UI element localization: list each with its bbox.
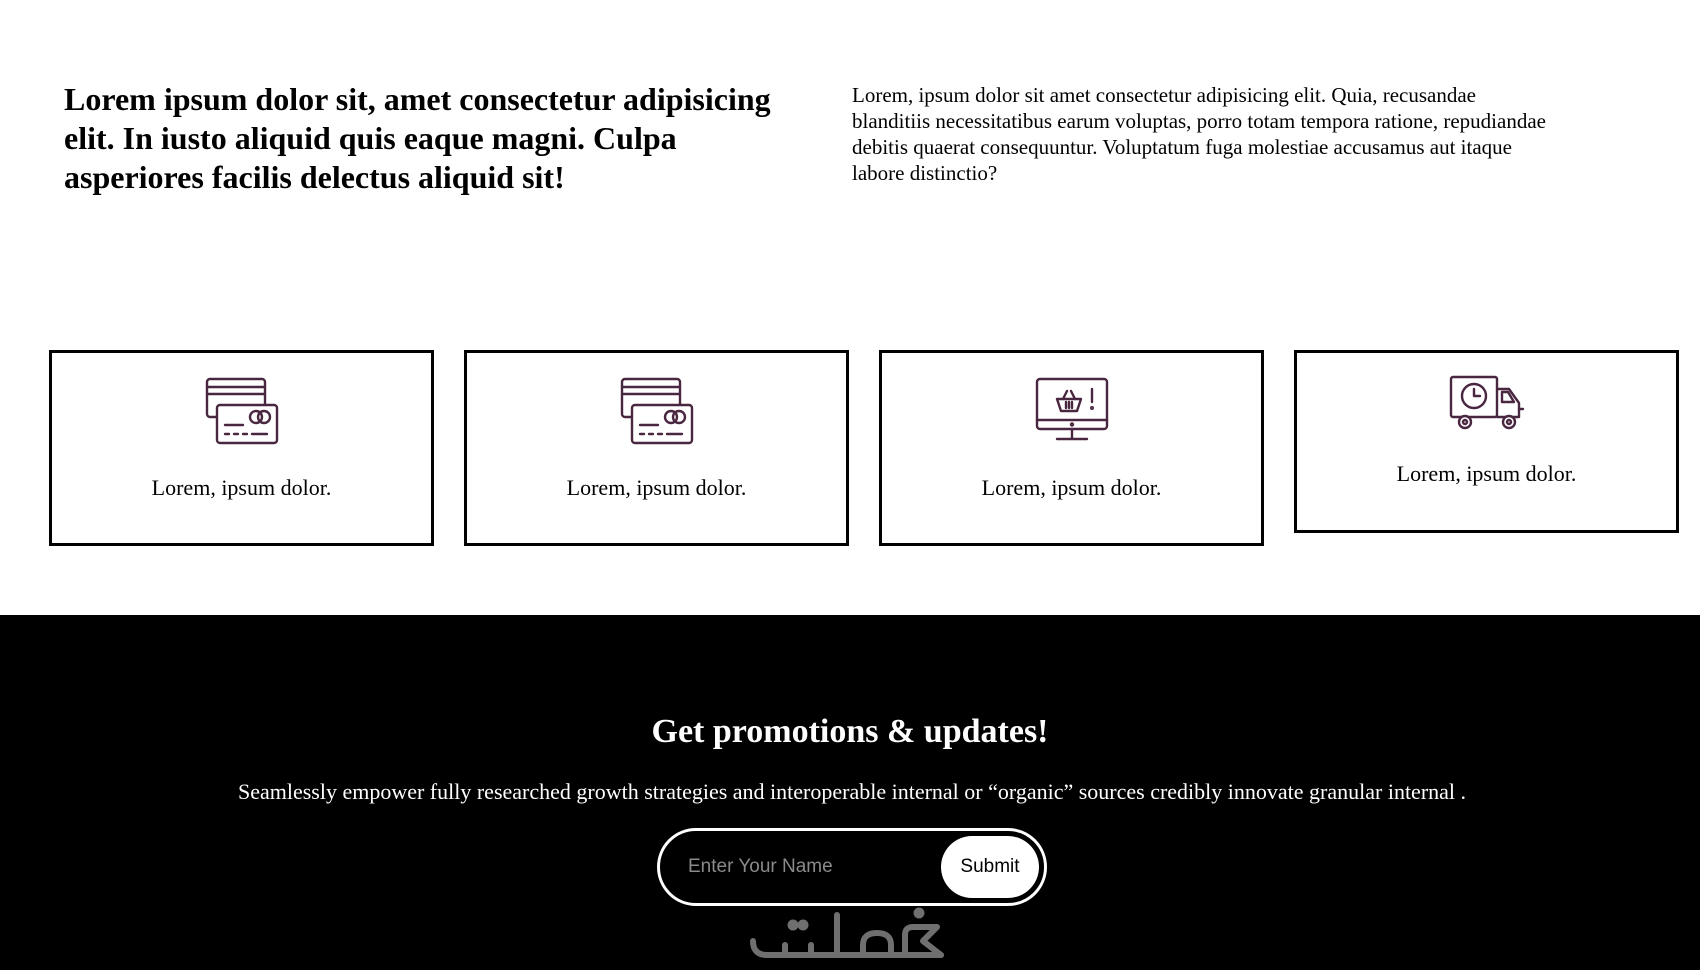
newsletter-description: Seamlessly empower fully researched growth strategies and interoperable internal or “organic” sources credibly innovate granular internal . — [237, 779, 1467, 804]
submit-button[interactable]: Submit — [941, 836, 1039, 898]
newsletter-section — [0, 615, 1700, 970]
feature-card — [464, 350, 849, 546]
feature-label: Lorem, ipsum dolor. — [1396, 461, 1577, 486]
feature-card — [1294, 350, 1679, 533]
intro-paragraph: Lorem, ipsum dolor sit amet consectetur adipisicing elit. Quia, recusandae blanditiis necessitatibus earum voluptas, porro totam tempora ratione, repudiandae debitis quaerat consequuntur. Voluptatum fuga molestiae accusamus aut itaque labore distinctio? — [852, 83, 1546, 185]
signup-form — [657, 828, 1047, 906]
features-section — [0, 350, 1700, 560]
feature-label: Lorem, ipsum dolor. — [566, 475, 747, 500]
credit-card-icon — [620, 377, 694, 447]
feature-card — [879, 350, 1264, 546]
credit-card-icon — [205, 377, 279, 447]
online-shop-monitor-icon — [1035, 377, 1109, 447]
feature-label: Lorem, ipsum dolor. — [981, 475, 1162, 500]
delivery-truck-icon — [1449, 375, 1525, 433]
feature-card — [49, 350, 434, 546]
newsletter-title: Get promotions & updates! — [651, 713, 1049, 750]
name-input[interactable] — [686, 849, 936, 885]
intro-section — [0, 0, 1700, 330]
feature-label: Lorem, ipsum dolor. — [151, 475, 332, 500]
intro-heading: Lorem ipsum dolor sit, amet consectetur adipisicing elit. In iusto aliquid quis eaque magni. Culpa asperiores facilis delectus aliquid sit! — [64, 81, 771, 195]
khamsat-watermark-logo — [745, 905, 955, 965]
